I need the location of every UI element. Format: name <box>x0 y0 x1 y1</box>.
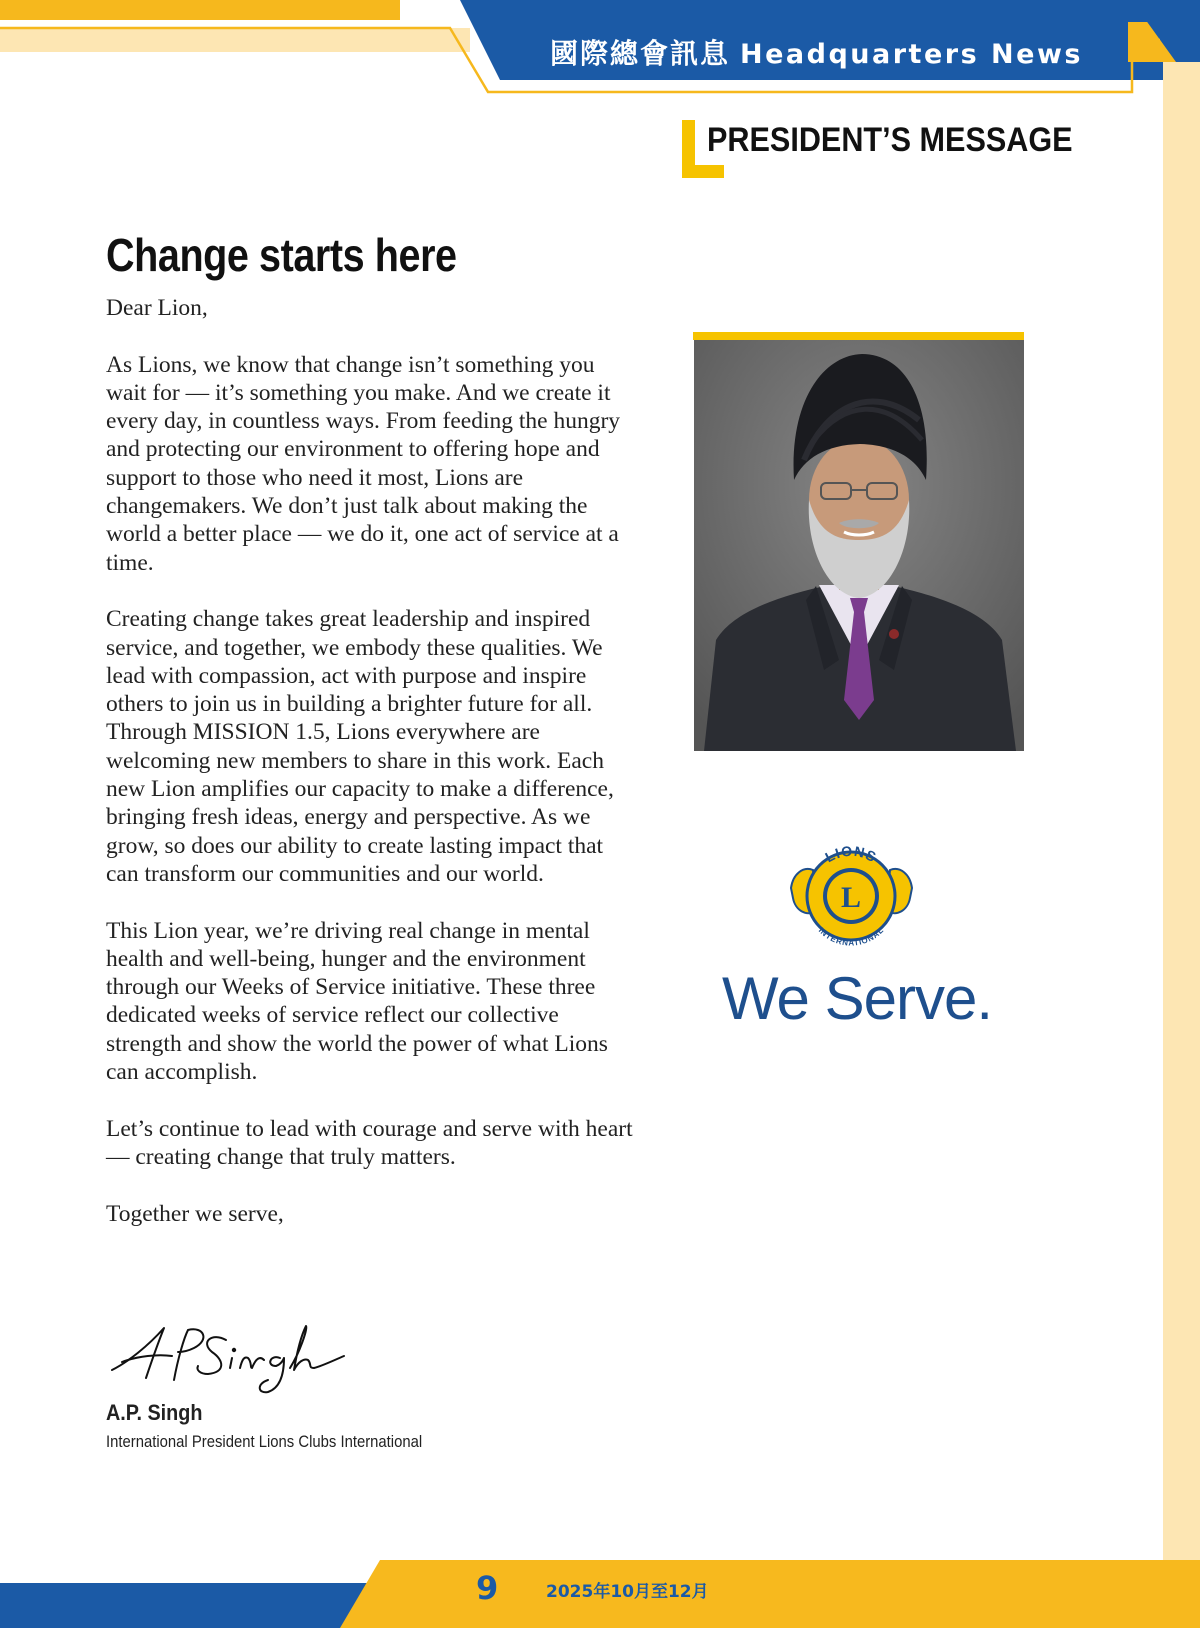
emblem-ring-top: LIONS <box>822 842 880 866</box>
letter-body <box>106 294 636 1256</box>
lions-emblem <box>789 840 914 950</box>
right-edge-band <box>1163 62 1200 1562</box>
section-title: PRESIDENT’S MESSAGE <box>707 121 1073 159</box>
closing-line: Together we serve, <box>106 1200 284 1227</box>
letter-paragraph: This Lion year, we’re driving real change in mental health and well-being, hunger and the environment through our Weeks of Service initiative. These three dedicated weeks of service reflect our collective strength and show the world the power of what Lions can accomplish. <box>106 917 608 1086</box>
issue-date: 2025年10月至12月 <box>546 1582 709 1602</box>
header-title <box>550 32 1083 72</box>
letter-paragraph: Let’s continue to lead with courage and serve with heart — creating change that truly matters. <box>106 1115 633 1170</box>
president-portrait <box>694 340 1024 751</box>
header-title-en: Headquarters News <box>740 39 1083 70</box>
signature-image <box>108 1318 358 1398</box>
footer-blue-band <box>0 1583 370 1628</box>
emblem-ring-bottom: INTERNATIONAL <box>816 926 886 948</box>
header-title-zh: 國際總會訊息 <box>550 37 731 70</box>
letter-paragraph: As Lions, we know that change isn’t something you wait for — it’s something you make. And we create it every day, in countless ways. From feeding the hungry and protecting our environment to offering hope and support to those who need it most, Lions are changemakers. We don’t just talk about making the world a better place — we do it, one act of service at a time. <box>106 351 621 576</box>
photo-accent-bar <box>693 332 1024 340</box>
we-serve-tagline: We Serve. <box>722 965 992 1032</box>
page-number: 9 <box>476 1569 499 1607</box>
salutation: Dear Lion, <box>106 295 208 321</box>
footer-yellow-band <box>340 1560 1200 1628</box>
emblem-letter: L <box>840 881 862 914</box>
letter-paragraph: Creating change takes great leadership and inspired service, and together, we embody these qualities. We lead with compassion, act with purpose and inspire others to join us in building a brighter future for all. Through MISSION 1.5, Lions everywhere are welcoming new members to share in this work. Each new Lion amplifies our capacity to make a difference, bringing fresh ideas, energy and perspective. As we grow, so does our ability to create lasting impact that can transform our communities and our world. <box>106 606 614 887</box>
section-marker-foot <box>682 165 724 178</box>
signer-name: A.P. Singh <box>106 1400 203 1425</box>
signer-title: International President Lions Clubs International <box>106 1433 423 1451</box>
article-headline: Change starts here <box>106 229 457 281</box>
